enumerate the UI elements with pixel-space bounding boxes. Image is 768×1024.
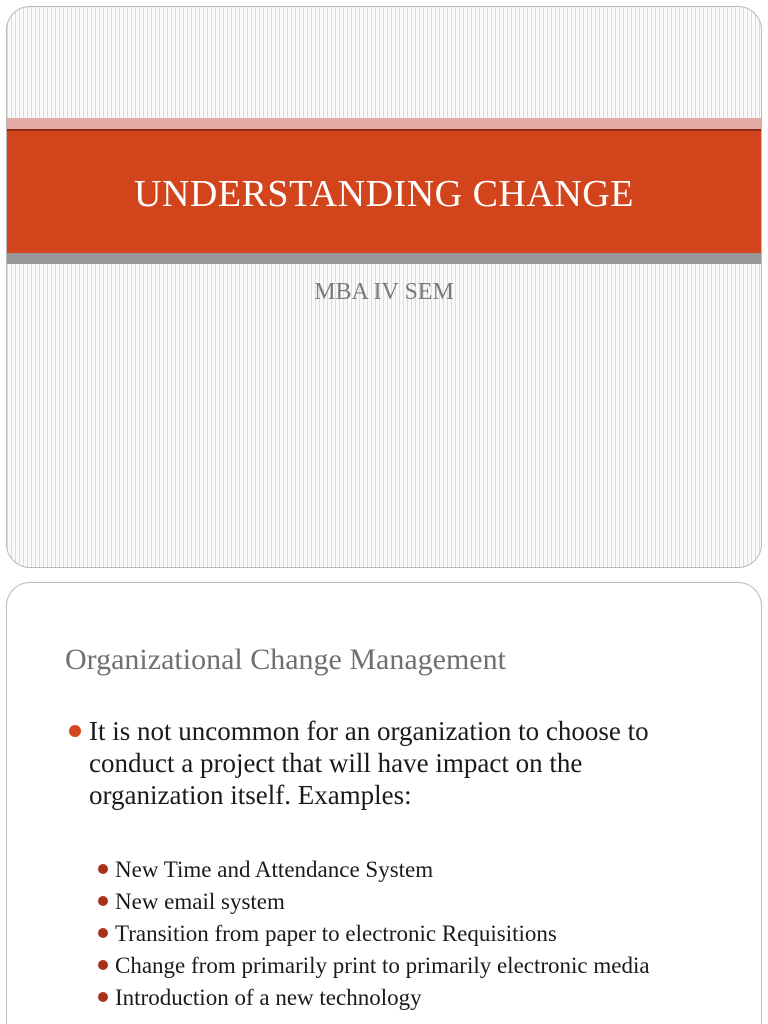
examples-list bbox=[7, 857, 761, 1017]
list-item-text: It is not uncommon for an organization to choose to conduct a project that will have impact on the organization itself. Examples: bbox=[89, 716, 649, 810]
list-item bbox=[7, 857, 761, 883]
list-item-text: Transition from paper to electronic Requisitions bbox=[115, 921, 557, 946]
bullet-icon bbox=[98, 992, 108, 1002]
accent-stripe bbox=[7, 118, 761, 129]
slide-heading: Organizational Change Management bbox=[65, 643, 506, 676]
list-item-text: Change from primarily print to primarily electronic media bbox=[115, 953, 650, 978]
title-slide bbox=[6, 6, 762, 568]
title-band bbox=[7, 131, 761, 253]
list-item bbox=[7, 889, 761, 915]
bullet-icon bbox=[98, 960, 108, 970]
slide-title: UNDERSTANDING CHANGE bbox=[134, 173, 634, 215]
list-item-text: New email system bbox=[115, 889, 285, 914]
list-item bbox=[7, 953, 761, 979]
bullet-icon bbox=[69, 725, 81, 737]
list-item bbox=[7, 985, 761, 1011]
bullet-icon bbox=[98, 864, 108, 874]
list-item bbox=[7, 921, 761, 947]
list-item-text: New Time and Attendance System bbox=[115, 857, 434, 882]
shadow-stripe bbox=[7, 253, 761, 264]
list-item-text: Introduction of a new technology bbox=[115, 985, 422, 1010]
content-slide bbox=[6, 582, 762, 1024]
list-item bbox=[7, 715, 761, 811]
slide-subtitle: MBA IV SEM bbox=[314, 279, 454, 305]
bullet-icon bbox=[98, 896, 108, 906]
bullet-list bbox=[7, 715, 761, 811]
bullet-icon bbox=[98, 928, 108, 938]
